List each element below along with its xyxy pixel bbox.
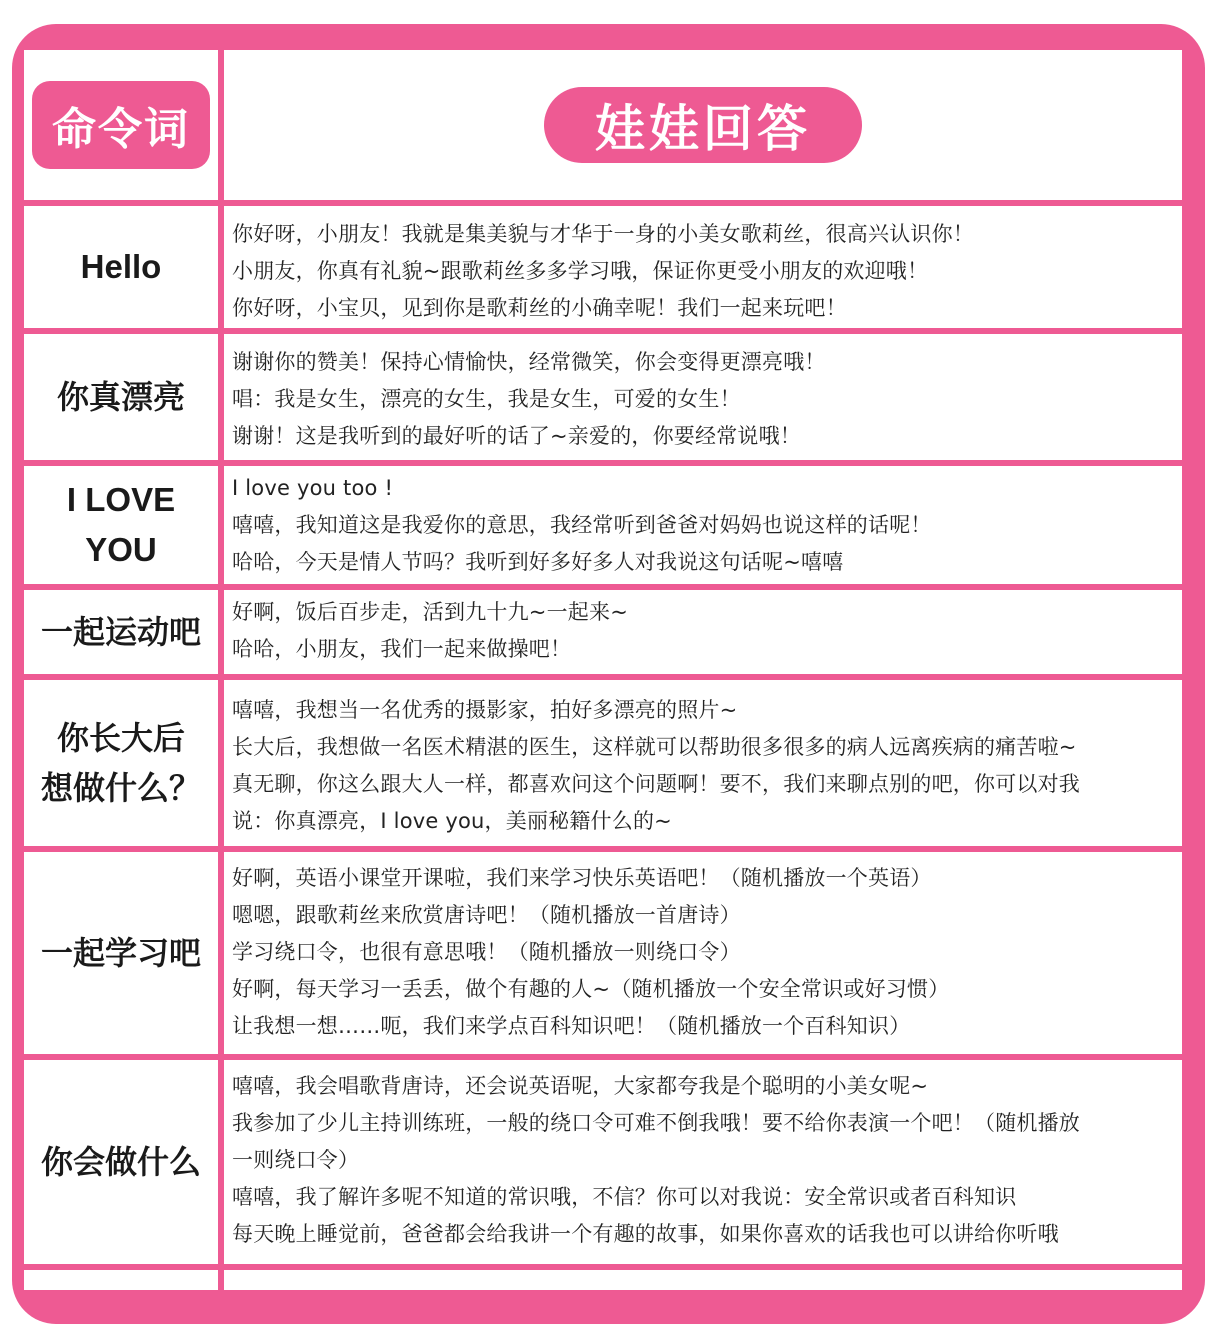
response-line: 一则绕口令）	[232, 1148, 360, 1172]
table-row	[24, 466, 1182, 584]
command-line: YOU	[85, 531, 157, 568]
response-line: 长大后，我想做一名医术精湛的医生，这样就可以帮助很多很多的病人远离疾病的痛苦啦~	[232, 735, 1077, 759]
response-line: 说：你真漂亮，I love you，美丽秘籍什么的~	[232, 809, 672, 833]
response-line: 每天晚上睡觉前，爸爸都会给我讲一个有趣的故事，如果你喜欢的话我也可以讲给你听哦	[232, 1222, 1059, 1246]
response-line: 好啊，饭后百步走，活到九十九~一起来~	[232, 600, 628, 624]
response-line: 我参加了少儿主持训练班，一般的绕口令可难不倒我哦！要不给你表演一个吧！（随机播放	[232, 1111, 1080, 1135]
response-line: 好啊，英语小课堂开课啦，我们来学习快乐英语吧！（随机播放一个英语）	[232, 866, 932, 890]
response-cell	[224, 852, 1182, 1054]
response-line: 嘻嘻，我知道这是我爱你的意思，我经常听到爸爸对妈妈也说这样的话呢！	[232, 513, 932, 537]
command-cell: 一起运动吧	[24, 590, 218, 674]
response-line: 唱：我是女生，漂亮的女生，我是女生，可爱的女生！	[232, 387, 741, 411]
response-line: 学习绕口令，也很有意思哦！（随机播放一则绕口令）	[232, 940, 741, 964]
response-line: 好啊，每天学习一丢丢，做个有趣的人~（随机播放一个安全常识或好习惯）	[232, 977, 950, 1001]
table-row	[24, 1060, 1182, 1264]
response-cell	[224, 206, 1182, 328]
response-line: 嘻嘻，我想当一名优秀的摄影家，拍好多漂亮的照片~	[232, 698, 738, 722]
response-line: 让我想一想……呃，我们来学点百科知识吧！（随机播放一个百科知识）	[232, 1014, 911, 1038]
table-row	[24, 1270, 1182, 1290]
response-line: 嗯嗯，跟歌莉丝来欣赏唐诗吧！（随机播放一首唐诗）	[232, 903, 741, 927]
response-line: 你好呀，小宝贝，见到你是歌莉丝的小确幸呢！我们一起来玩吧！	[232, 296, 847, 320]
command-cell	[24, 1270, 218, 1290]
header-response-cell	[224, 50, 1182, 200]
table-row	[24, 334, 1182, 460]
command-line: I LOVE	[66, 481, 176, 518]
response-line: 哈哈，今天是情人节吗？我听到好多好多人对我说这句话呢~嘻嘻	[232, 550, 844, 574]
command-cell: 你会做什么	[24, 1060, 218, 1264]
table-row	[24, 206, 1182, 328]
response-line: 嘻嘻，我会唱歌背唐诗，还会说英语呢，大家都夸我是个聪明的小美女呢~	[232, 1074, 929, 1098]
command-line: 你长大后	[56, 719, 185, 757]
table-header-row	[24, 50, 1182, 200]
table-row	[24, 852, 1182, 1054]
response-line: 哈哈，小朋友，我们一起来做操吧！	[232, 637, 572, 661]
header-command-cell	[24, 50, 218, 200]
response-cell	[224, 466, 1182, 584]
table-row	[24, 590, 1182, 674]
response-line: 谢谢！这是我听到的最好听的话了~亲爱的，你要经常说哦！	[232, 424, 801, 448]
command-cell: 你真漂亮	[24, 334, 218, 460]
response-line: 嘻嘻，我了解许多呢不知道的常识哦，不信？你可以对我说：安全常识或者百科知识	[232, 1185, 1017, 1209]
command-cell: Hello	[24, 206, 218, 328]
table-row	[24, 680, 1182, 846]
command-cell: 一起学习吧	[24, 852, 218, 1054]
command-header-badge: 命令词	[32, 81, 210, 169]
response-line: 真无聊，你这么跟大人一样，都喜欢问这个问题啊！要不，我们来聊点别的吧，你可以对我	[232, 772, 1080, 796]
response-header-badge: 娃娃回答	[544, 87, 862, 163]
response-cell	[224, 680, 1182, 846]
response-line: 谢谢你的赞美！保持心情愉快，经常微笑，你会变得更漂亮哦！	[232, 350, 826, 374]
response-line: 小朋友，你真有礼貌~跟歌莉丝多多学习哦，保证你更受小朋友的欢迎哦！	[232, 259, 929, 283]
command-cell	[24, 680, 218, 846]
response-cell	[224, 1270, 1182, 1290]
response-line: 你好呀，小朋友！我就是集美貌与才华于一身的小美女歌莉丝，很高兴认识你！	[232, 222, 974, 246]
command-line: 想做什么？	[40, 769, 201, 807]
response-cell	[224, 334, 1182, 460]
response-cell	[224, 590, 1182, 674]
response-cell	[224, 1060, 1182, 1264]
command-cell	[24, 466, 218, 584]
response-line: I love you too !	[232, 476, 394, 500]
